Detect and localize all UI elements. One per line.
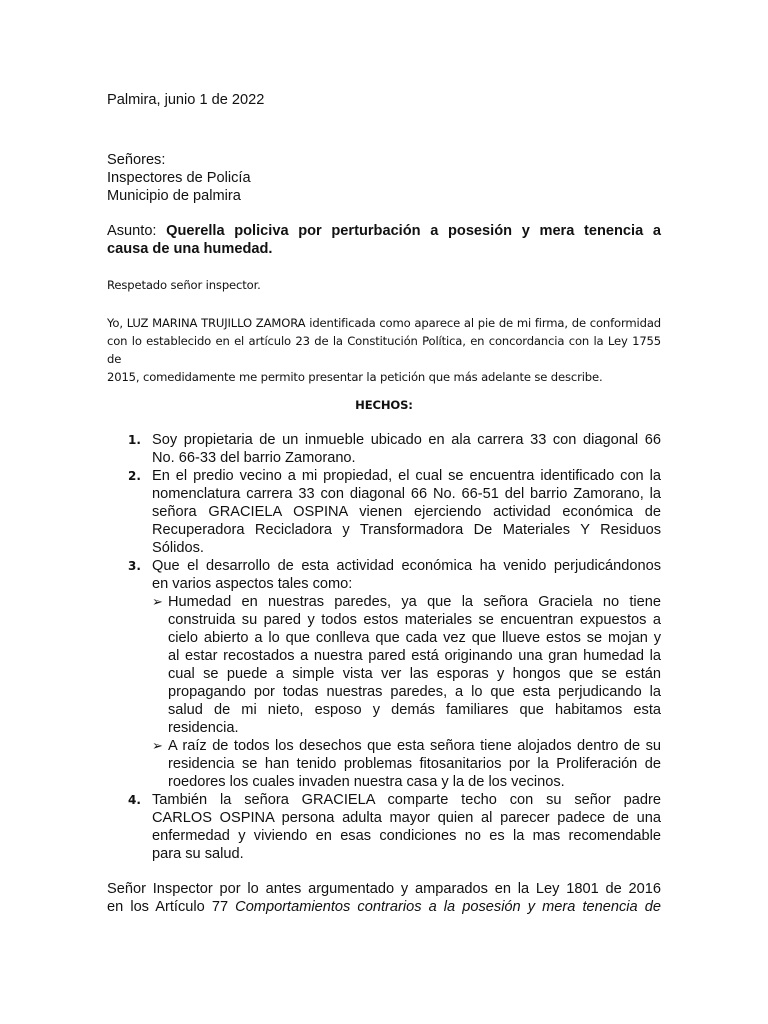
list-item-line: Que el desarrollo de esta actividad económica ha venido perjudicándonos	[152, 558, 661, 574]
sub-list-line: cual se puede a simple vista ver las esporas y hongos que se están	[168, 666, 661, 682]
list-item	[107, 467, 661, 557]
section-heading	[107, 396, 661, 414]
list-item-line: Sólidos.	[152, 540, 204, 556]
list-item-line: nomenclatura carrera 33 con diagonal 66 No. 66-51 del barrio Zamorano, la	[152, 486, 661, 502]
subject-text-2: causa de una humedad.	[107, 241, 273, 257]
list-item-line: Recuperadora Recicladora y Transformadora De Materiales Y Residuos	[152, 522, 661, 538]
sub-list-line: salud de mi nieto, esposo y demás familiares que habitamos esta	[168, 702, 661, 718]
greeting: Respetado señor inspector.	[107, 278, 261, 292]
sub-list-line: construida su pared y todos estos materiales se encuentran expuestos a	[168, 612, 661, 628]
sub-list-line: residencia.	[168, 720, 239, 736]
sub-list-line: roedores los cuales invaden nuestra casa y la de los vecinos.	[168, 774, 565, 790]
closing-line-1: Señor Inspector por lo antes argumentado y amparados en la Ley 1801 de 2016	[107, 881, 661, 897]
sub-list-line: Humedad en nuestras paredes, ya que la señora Graciela no tiene	[168, 594, 661, 610]
list-item-line: en varios aspectos tales como:	[152, 576, 353, 592]
subject-text-1: Querella policiva por perturbación a posesión y mera tenencia a	[166, 223, 661, 239]
recipient-municipality: Municipio de palmira	[107, 188, 241, 204]
arrow-bullet-icon: ➢	[152, 738, 163, 753]
list-item-line: También la señora GRACIELA comparte techo con su señor padre	[152, 792, 661, 808]
subject-line-1	[107, 222, 661, 240]
intro-line-2: con lo establecido en el artículo 23 de la Constitución Política, en concordancia con la Ley 1755 de	[107, 334, 661, 366]
list-item-number: 1.	[128, 433, 141, 447]
facts-list	[107, 431, 661, 863]
arrow-bullet-icon: ➢	[152, 594, 163, 609]
list-item-line: para su salud.	[152, 846, 244, 862]
sub-list-line: A raíz de todos los desechos que esta señora tiene alojados dentro de su	[168, 738, 661, 754]
sub-list-item	[152, 737, 661, 791]
list-item	[107, 791, 661, 863]
sub-list-line: al estar recostados a nuestra pared está originando una gran humedad la	[168, 648, 661, 664]
list-item	[107, 557, 661, 791]
closing-line-2-text: en los Artículo 77	[107, 899, 236, 915]
intro-paragraph	[107, 314, 661, 386]
list-item-number: 2.	[128, 469, 141, 483]
closing-line-2	[107, 898, 661, 916]
intro-line-3: 2015, comedidamente me permito presentar la petición que más adelante se describe.	[107, 370, 603, 384]
section-heading-text: HECHOS:	[355, 398, 413, 412]
sub-list-line: residencia se han tenido problemas fitosanitarios por la Proliferación de	[168, 756, 661, 772]
list-item-line: Soy propietaria de un inmueble ubicado en ala carrera 33 con diagonal 66	[152, 432, 661, 448]
recipient-salutation: Señores:	[107, 152, 166, 168]
list-item-line: CARLOS OSPINA persona adulta mayor quien al parecer padece de una	[152, 810, 661, 826]
recipient-office: Inspectores de Policía	[107, 170, 251, 186]
intro-line-1: Yo, LUZ MARINA TRUJILLO ZAMORA identificada como aparece al pie de mi firma, de conformidad	[107, 316, 661, 330]
list-item	[107, 431, 661, 467]
list-item-line: enfermedad y viviendo en esas condiciones no es la mas recomendable	[152, 828, 661, 844]
list-item-line: En el predio vecino a mi propiedad, el cual se encuentra identificado con la	[152, 468, 661, 484]
list-item-line: No. 66-33 del barrio Zamorano.	[152, 450, 356, 466]
sub-list-line: propagando por todas nuestras paredes, a lo que esta perjudicando la	[168, 684, 661, 700]
subject-label: Asunto:	[107, 223, 157, 239]
sub-list-item	[152, 593, 661, 737]
list-item-number: 3.	[128, 559, 141, 573]
subject-block	[107, 222, 661, 258]
list-item-number: 4.	[128, 793, 141, 807]
list-item-line: señora GRACIELA OSPINA vienen ejerciendo actividad económica de	[152, 504, 661, 520]
sub-list-line: cielo abierto a lo que conlleva que cada vez que llueve estos se mojan y	[168, 630, 661, 646]
closing-line-2-italic: Comportamientos contrarios a la posesión y mera tenencia de	[235, 899, 661, 915]
date-line: Palmira, junio 1 de 2022	[107, 92, 265, 108]
subject-line-2	[107, 240, 661, 258]
closing-paragraph	[107, 880, 661, 916]
recipient-block	[107, 151, 661, 205]
